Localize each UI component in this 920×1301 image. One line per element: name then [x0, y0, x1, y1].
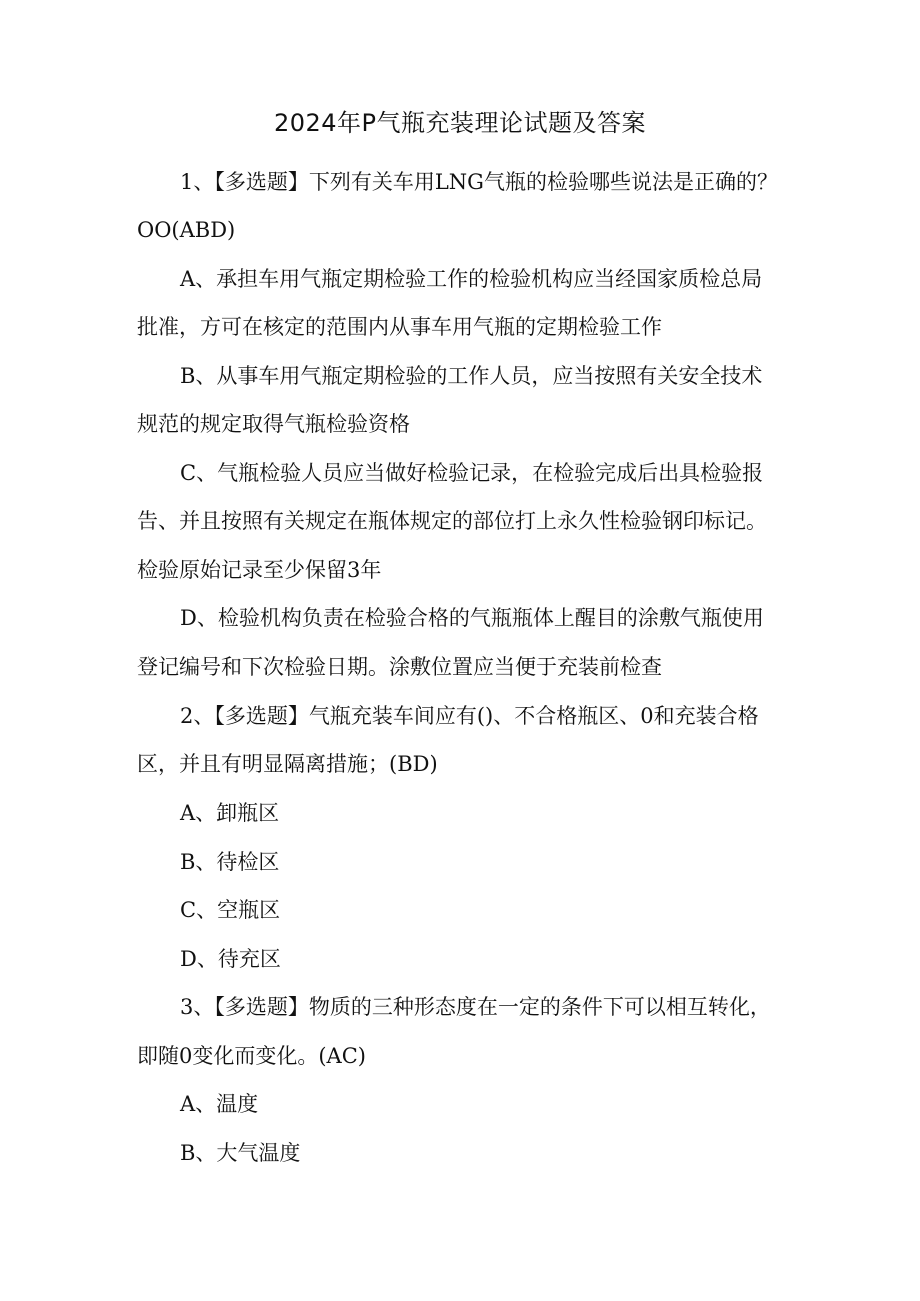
question-2-option-d: D、待充区 — [180, 947, 281, 971]
page-title: 2024年P气瓶充装理论试题及答案 — [273, 109, 647, 137]
question-2-stem: 2、【多选题】气瓶充装车间应有()、不合格瓶区、0和充装合格 — [180, 704, 759, 728]
question-2-option-c: C、空瓶区 — [180, 898, 281, 922]
question-3-stem-cont: 即随0变化而变化。(AC) — [137, 1044, 366, 1068]
question-3-option-a: A、温度 — [180, 1092, 259, 1116]
question-1-answer: OO(ABD) — [137, 218, 236, 242]
question-1-option-c: C、气瓶检验人员应当做好检验记录，在检验完成后出具检验报 — [180, 461, 764, 485]
question-1-option-b-cont: 规范的规定取得气瓶检验资格 — [137, 412, 410, 436]
question-3-option-b: B、大气温度 — [180, 1141, 301, 1165]
question-1-option-c-cont: 告、并且按照有关规定在瓶体规定的部位打上永久性检验钢印标记。 — [137, 509, 767, 533]
question-3-stem: 3、【多选题】物质的三种形态度在一定的条件下可以相互转化， — [180, 995, 771, 1019]
question-1-option-a: A、承担车用气瓶定期检验工作的检验机构应当经国家质检总局 — [180, 267, 763, 291]
question-1-stem: 1、【多选题】下列有关车用LNG气瓶的检验哪些说法是正确的？ — [180, 170, 778, 194]
question-2-option-a: A、卸瓶区 — [180, 801, 280, 825]
question-2-option-b: B、待检区 — [180, 850, 280, 874]
question-1-option-c-cont: 检验原始记录至少保留3年 — [137, 558, 382, 582]
question-1-option-d: D、检验机构负责在检验合格的气瓶瓶体上醒目的涂敷气瓶使用 — [180, 606, 764, 630]
question-1-option-d-cont: 登记编号和下次检验日期。涂敷位置应当便于充装前检查 — [137, 655, 662, 679]
question-2-stem-cont: 区，并且有明显隔离措施；(BD) — [137, 752, 438, 776]
question-1-option-a-cont: 批准，方可在核定的范围内从事车用气瓶的定期检验工作 — [137, 315, 662, 339]
question-1-option-b: B、从事车用气瓶定期检验的工作人员，应当按照有关安全技术 — [180, 364, 763, 388]
